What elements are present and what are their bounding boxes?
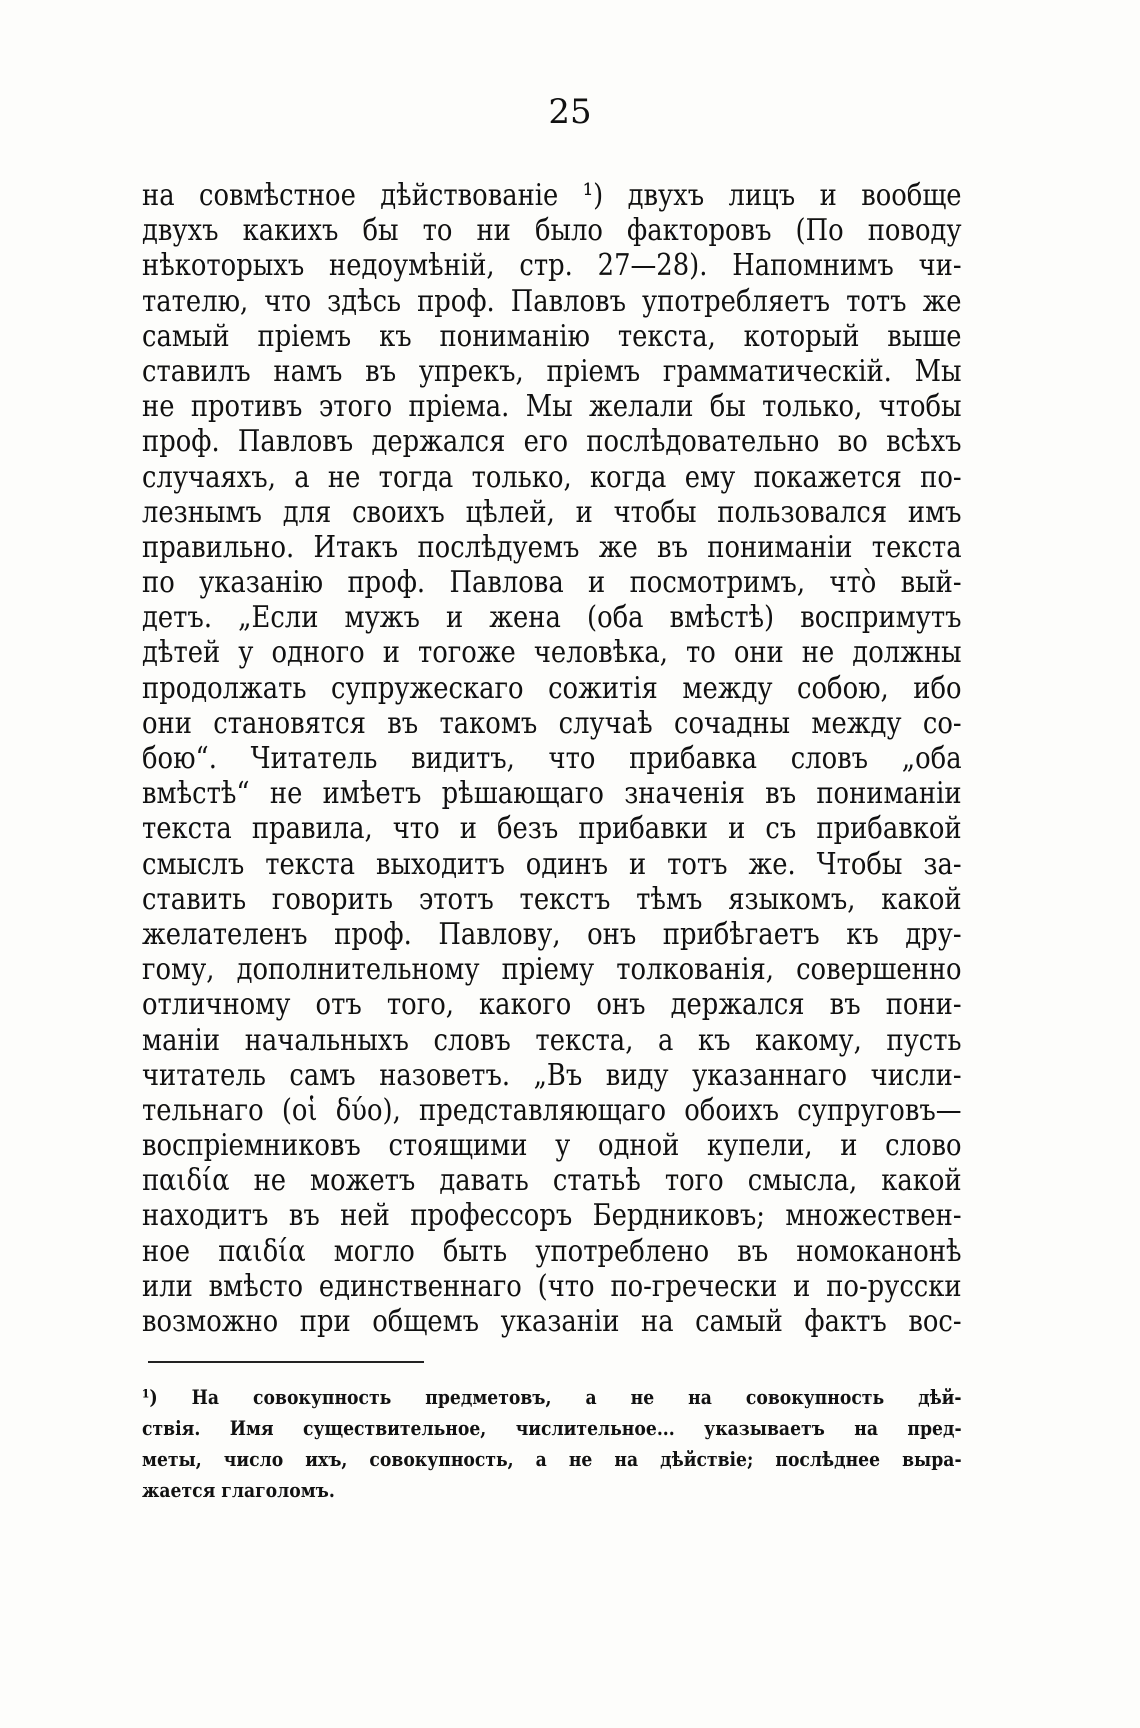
- text-line: воспріемниковъ стоящими у одной купели, и слово: [142, 1128, 962, 1164]
- text-line: смыслъ текста выходитъ одинъ и тотъ же. Чтобы за-: [142, 846, 962, 882]
- text-line: тателю, что здѣсь проф. Павловъ употребляетъ тотъ же: [142, 283, 962, 319]
- text-line: возможно при общемъ указаніи на самый фактъ вос-: [142, 1304, 962, 1339]
- page-number: 25: [548, 92, 592, 132]
- text-line: или вмѣсто единственнаго (что по-гречески и по-русски: [142, 1268, 962, 1304]
- footnote-line: ¹) На совокупность предметовъ, а не на совокупность дѣй-: [142, 1385, 962, 1409]
- text-line: проф. Павловъ держался его послѣдовательно во всѣхъ: [142, 424, 962, 460]
- text-line: детъ. „Если мужъ и жена (оба вмѣстѣ) воспримутъ: [142, 600, 962, 636]
- text-line: нѣкоторыхъ недоумѣній, стр. 27—28). Напомнимъ чи-: [142, 248, 962, 284]
- text-line: самый пріемъ къ пониманію текста, который выше: [142, 318, 962, 354]
- text-line: лезнымъ для своихъ цѣлей, и чтобы пользовался имъ: [142, 494, 962, 530]
- footnote: [142, 1382, 962, 1506]
- text-line: правильно. Итакъ послѣдуемъ же въ пониманіи текста: [142, 529, 962, 565]
- text-line: продолжать супружескаго сожитія между собою, ибо: [142, 670, 962, 706]
- text-line: παιδία не можетъ давать статьѣ того смысла, какой: [142, 1163, 962, 1199]
- text-line: ставить говорить этотъ текстъ тѣмъ языкомъ, какой: [142, 881, 962, 917]
- text-line: не противъ этого пріема. Мы желали бы только, чтобы: [142, 389, 962, 425]
- text-line: вмѣстѣ“ не имѣетъ рѣшающаго значенія въ пониманіи: [142, 776, 962, 812]
- text-line: ставилъ намъ въ упрекъ, пріемъ грамматическій. Мы: [142, 353, 962, 389]
- text-line: отличному отъ того, какого онъ держался въ пони-: [142, 987, 962, 1023]
- main-text: [142, 178, 962, 1339]
- text-line: текста правила, что и безъ прибавки и съ прибавкой: [142, 811, 962, 847]
- footnote-line: меты, число ихъ, совокупность, а не на дѣйствіе; послѣднее выра-: [142, 1447, 962, 1471]
- text-line: случаяхъ, а не тогда только, когда ему покажется по-: [142, 459, 962, 495]
- text-line: маніи начальныхъ словъ текста, а къ какому, пусть: [142, 1022, 962, 1058]
- text-line: дѣтей у одного и тогоже человѣка, то они не должны: [142, 635, 962, 671]
- text-line: они становятся въ такомъ случаѣ сочадны между со-: [142, 705, 962, 741]
- text-line: ное παιδία могло быть употреблено въ номоканонѣ: [142, 1233, 962, 1269]
- text-line: тельнаго (οἱ δύο), представляющаго обоихъ супруговъ—: [142, 1092, 962, 1128]
- text-line: на совмѣстное дѣйствованіе ¹) двухъ лицъ и вообще: [142, 178, 962, 213]
- text-line: гому, дополнительному пріему толкованія, совершенно: [142, 952, 962, 988]
- text-line: находитъ въ ней профессоръ Бердниковъ; множествен-: [142, 1198, 962, 1234]
- footnote-line: ствія. Имя существительное, числительное... указываетъ на пред-: [142, 1416, 962, 1440]
- text-line: по указанію проф. Павлова и посмотримъ, что̀ вый-: [142, 565, 962, 601]
- footnote-divider: [148, 1361, 424, 1363]
- text-line: бою“. Читатель видитъ, что прибавка словъ „оба: [142, 741, 962, 776]
- text-line: читатель самъ назоветъ. „Въ виду указаннаго числи-: [142, 1057, 962, 1093]
- text-line: желателенъ проф. Павлову, онъ прибѣгаетъ къ дру-: [142, 916, 962, 952]
- text-line: двухъ какихъ бы то ни было факторовъ (По поводу: [142, 213, 962, 249]
- footnote-line: жается глаголомъ.: [142, 1478, 335, 1502]
